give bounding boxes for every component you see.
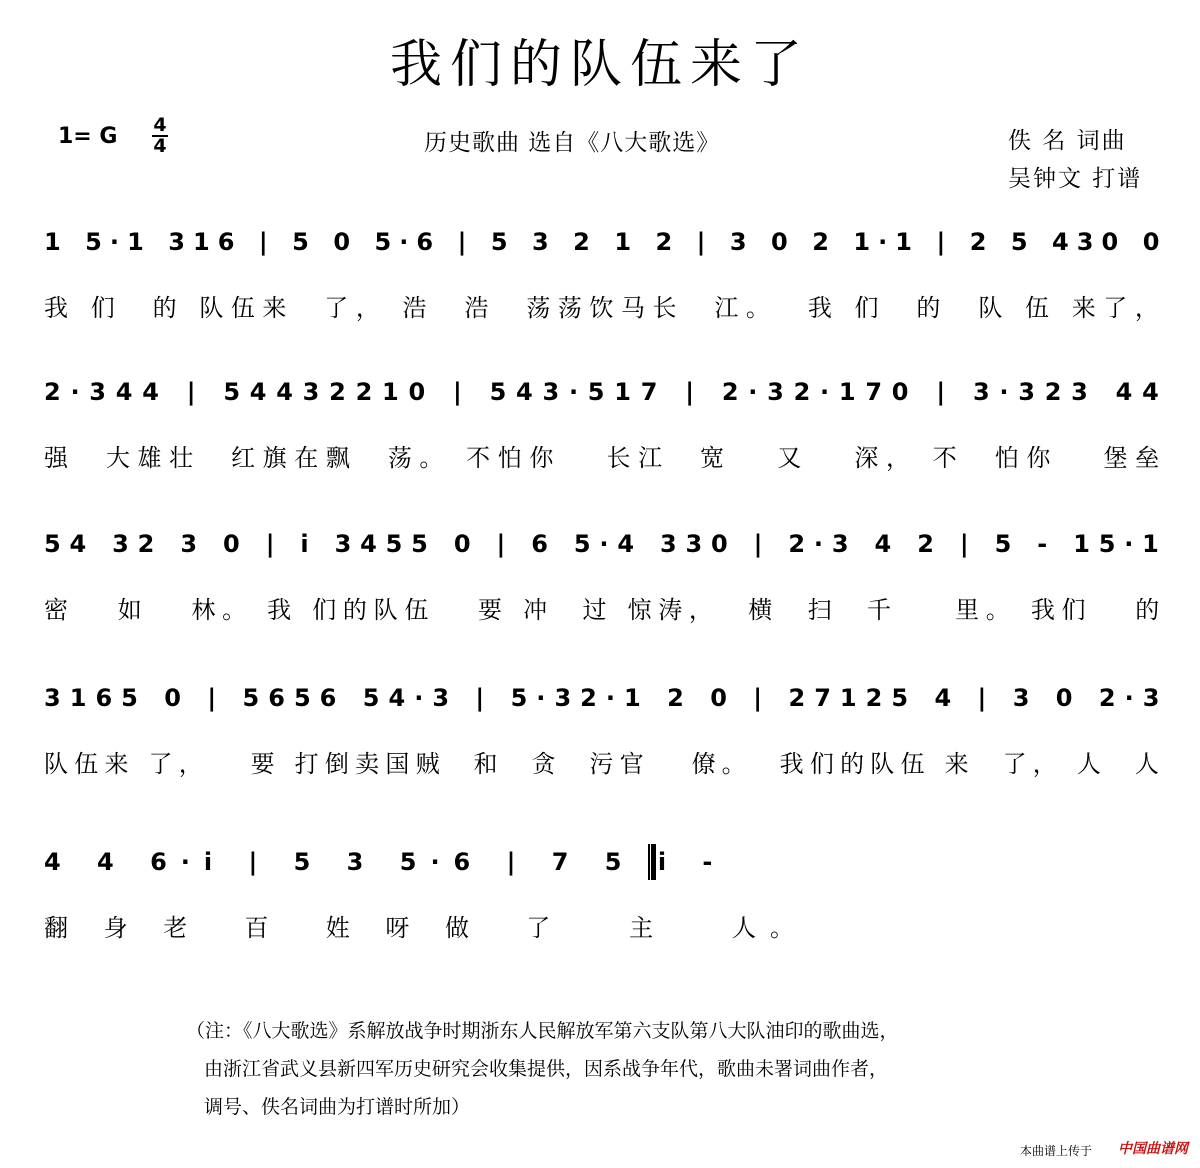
staff-4-note-text: 3165 0 | 5656 54·3 | 5·32·1 2 0 | 27125 4 | 3 0 2·3	[44, 684, 1169, 712]
time-signature	[152, 116, 168, 156]
time-signature-top: 4	[153, 114, 167, 136]
staff-5-note-text: 4 4 6·i | 5 3 5·6 | 7 5 i -	[44, 848, 727, 876]
staff-3-lyrics: 密 如 林。 我 们的队伍 要 冲 过 惊涛， 横 扫 千 里。 我们 的	[44, 596, 1166, 624]
staff-2-lyrics: 强 大雄壮 红旗在飘 荡。 不怕你 长江 宽 又 深， 不 怕你 堡垒	[44, 444, 1167, 472]
footnote-line-1: （注：《八大歌选》系解放战争时期浙东人民解放军第六支队第八大队油印的歌曲选，	[186, 1020, 899, 1042]
transcriber-credit: 吴钟文 打谱	[1008, 166, 1143, 192]
footnote-line-3: 调号、佚名词曲为打谱时所加）	[204, 1096, 471, 1118]
staff-1-note-text: 1 5·1 316 | 5 0 5·6 | 5 3 2 1 2 | 3 0 2 1·1 | 2 5 430 0	[44, 228, 1168, 256]
staff-4-lyrics: 队伍来 了， 要 打倒卖国贼 和 贪 污官 僚。 我们的队伍 来 了， 人 人	[44, 750, 1166, 778]
key-signature: 1= G	[58, 124, 118, 149]
time-signature-bottom: 4	[153, 135, 167, 157]
upload-notice: 本曲谱上传于	[1019, 1144, 1092, 1158]
site-logo: 中国曲谱网	[1118, 1141, 1188, 1157]
final-barline	[648, 844, 656, 880]
footnote-line-2: 由浙江省武义县新四军历史研究会收集提供，因系战争年代，歌曲未署词曲作者，	[204, 1058, 889, 1080]
staff-2-note-text: 2·344 | 54432210 | 543·517 | 2·32·170 | 3·323 44	[44, 378, 1169, 406]
footnote	[186, 1012, 1086, 1126]
lyricist-composer-credit: 佚 名 词曲	[1008, 128, 1127, 154]
staff-5-lyrics: 翻 身 老 百 姓 呀 做 了 主 人。	[44, 914, 809, 942]
staff-3-note-text: 54 32 3 0 | i 3455 0 | 6 5·4 330 | 2·3 4 2 | 5 - 15·1	[44, 530, 1168, 558]
song-title: 我们的队伍来了	[389, 35, 810, 95]
staff-1-lyrics: 我 们 的 队伍来 了， 浩 浩 荡荡饮马长 江。 我 们 的 队 伍 来了，	[44, 294, 1167, 322]
song-source: 历史歌曲 选自《八大歌选》	[424, 130, 721, 156]
